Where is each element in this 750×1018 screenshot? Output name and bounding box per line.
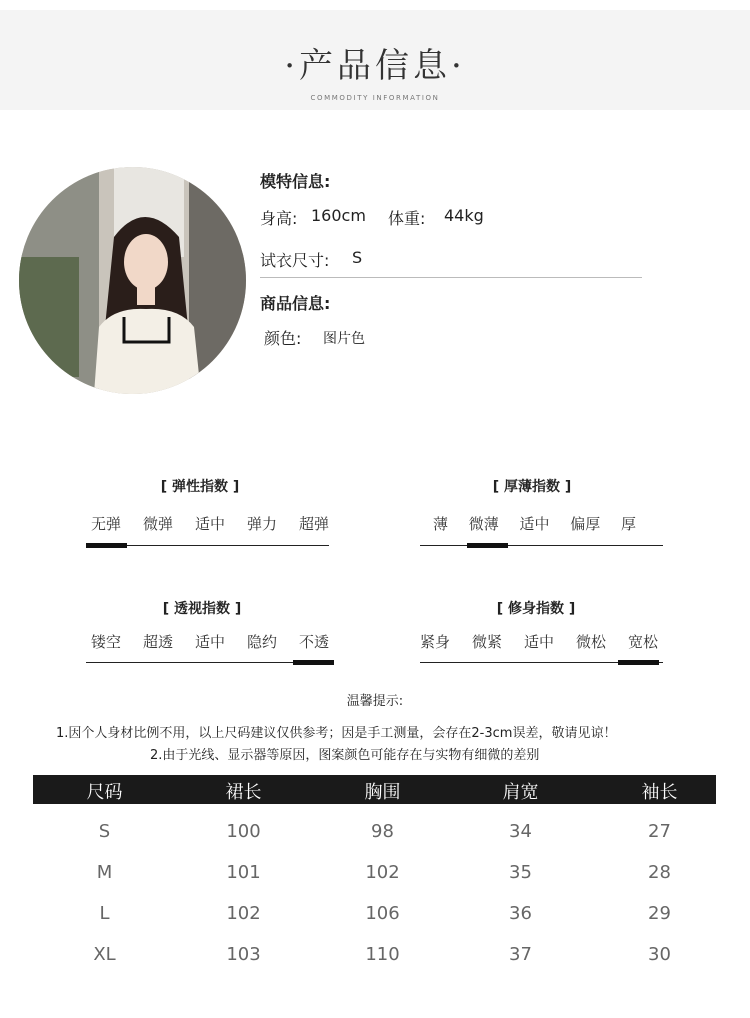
size-table-cell: 110 xyxy=(365,944,400,965)
info-divider xyxy=(260,277,642,278)
size-table-header-cell: 肩宽 xyxy=(502,782,539,803)
gauge-option: 隐约 xyxy=(246,633,277,651)
size-value: S xyxy=(352,248,363,267)
gauge-option: 微松 xyxy=(575,633,606,651)
gauge-elasticity-title: [ 弹性指数 ] xyxy=(160,479,240,495)
size-table-cell: 35 xyxy=(509,862,532,883)
size-table-cell: 36 xyxy=(509,903,532,924)
size-table-cell: 103 xyxy=(226,944,261,965)
gauge-option: 无弹 xyxy=(91,515,122,533)
gauge-option: 镂空 xyxy=(91,633,122,651)
size-table-cell: 30 xyxy=(648,944,671,965)
gauge-fit-marker xyxy=(618,660,659,665)
gauge-option: 宽松 xyxy=(627,633,658,651)
gauge-option: 不透 xyxy=(298,633,329,651)
gauge-option: 偏厚 xyxy=(570,515,601,533)
model-photo-illustration xyxy=(19,167,246,394)
size-table-cell: S xyxy=(98,821,111,842)
gauge-thickness-title: [ 厚薄指数 ] xyxy=(492,479,572,495)
color-value: 图片色 xyxy=(323,331,365,347)
page-title: ·产品信息· xyxy=(284,46,466,86)
size-table-cell: L xyxy=(99,903,110,924)
gauge-elasticity-options xyxy=(91,513,329,534)
gauge-thickness-track xyxy=(420,545,663,546)
size-table-header-cell: 袖长 xyxy=(641,782,678,803)
model-photo xyxy=(19,167,246,394)
gauge-thickness-marker xyxy=(467,543,508,548)
gauge-option: 适中 xyxy=(194,515,225,533)
gauge-transparency-marker xyxy=(293,660,334,665)
gauge-fit-options xyxy=(420,631,658,652)
size-table-cell: 98 xyxy=(371,821,394,842)
size-table-cell: 29 xyxy=(648,903,671,924)
size-table-cell: 34 xyxy=(509,821,532,842)
gauge-option: 微薄 xyxy=(468,515,499,533)
size-table-cell: 100 xyxy=(226,821,261,842)
header-banner xyxy=(0,10,750,110)
gauge-option: 厚 xyxy=(620,515,636,533)
tips-line-2: 2.由于光线、显示器等原因，图案颜色可能存在与实物有细微的差别 xyxy=(150,748,540,763)
product-info-heading: 商品信息: xyxy=(260,294,331,313)
size-table-cell: 101 xyxy=(226,862,261,883)
size-table-cell: 102 xyxy=(365,862,400,883)
size-table-cell: 37 xyxy=(509,944,532,965)
gauge-transparency-options xyxy=(91,631,329,652)
size-table-header xyxy=(33,775,716,804)
size-table-cell: 106 xyxy=(365,903,400,924)
gauge-elasticity-marker xyxy=(86,543,127,548)
size-table-cell: XL xyxy=(93,944,116,965)
gauge-option: 适中 xyxy=(194,633,225,651)
color-label: 颜色: xyxy=(264,329,302,348)
tips-line-1: 1.因个人身材比例不用，以上尺码建议仅供参考；因是手工测量，会存在2-3cm误差，敬请见谅！ xyxy=(56,726,617,741)
gauge-option: 薄 xyxy=(433,515,449,533)
gauge-option: 超透 xyxy=(142,633,173,651)
gauge-thickness-options xyxy=(433,513,636,534)
gauge-option: 微弹 xyxy=(142,515,173,533)
weight-label: 体重: xyxy=(388,209,426,228)
weight-value: 44kg xyxy=(444,206,484,225)
gauge-transparency-title: [ 透视指数 ] xyxy=(162,601,242,617)
gauge-option: 适中 xyxy=(523,633,554,651)
height-label: 身高: xyxy=(260,209,298,228)
size-table-header-cell: 尺码 xyxy=(86,782,123,803)
gauge-option: 超弹 xyxy=(298,515,329,533)
gauge-option: 微紧 xyxy=(471,633,502,651)
size-table-header-cell: 裙长 xyxy=(225,782,262,803)
tips-title: 温馨提示: xyxy=(346,694,404,709)
size-table-cell: M xyxy=(96,862,113,883)
gauge-option: 弹力 xyxy=(246,515,277,533)
height-value: 160cm xyxy=(311,206,366,225)
gauge-option: 适中 xyxy=(519,515,550,533)
size-table-header-cell: 胸围 xyxy=(364,782,401,803)
size-label: 试衣尺寸: xyxy=(260,251,330,270)
page-subtitle: COMMODITY INFORMATION xyxy=(310,94,440,102)
size-table-cell: 27 xyxy=(648,821,671,842)
gauge-fit-title: [ 修身指数 ] xyxy=(496,601,576,617)
size-table-cell: 28 xyxy=(648,862,671,883)
size-table-cell: 102 xyxy=(226,903,261,924)
gauge-option: 紧身 xyxy=(420,633,451,651)
model-info-heading: 模特信息: xyxy=(260,172,331,191)
